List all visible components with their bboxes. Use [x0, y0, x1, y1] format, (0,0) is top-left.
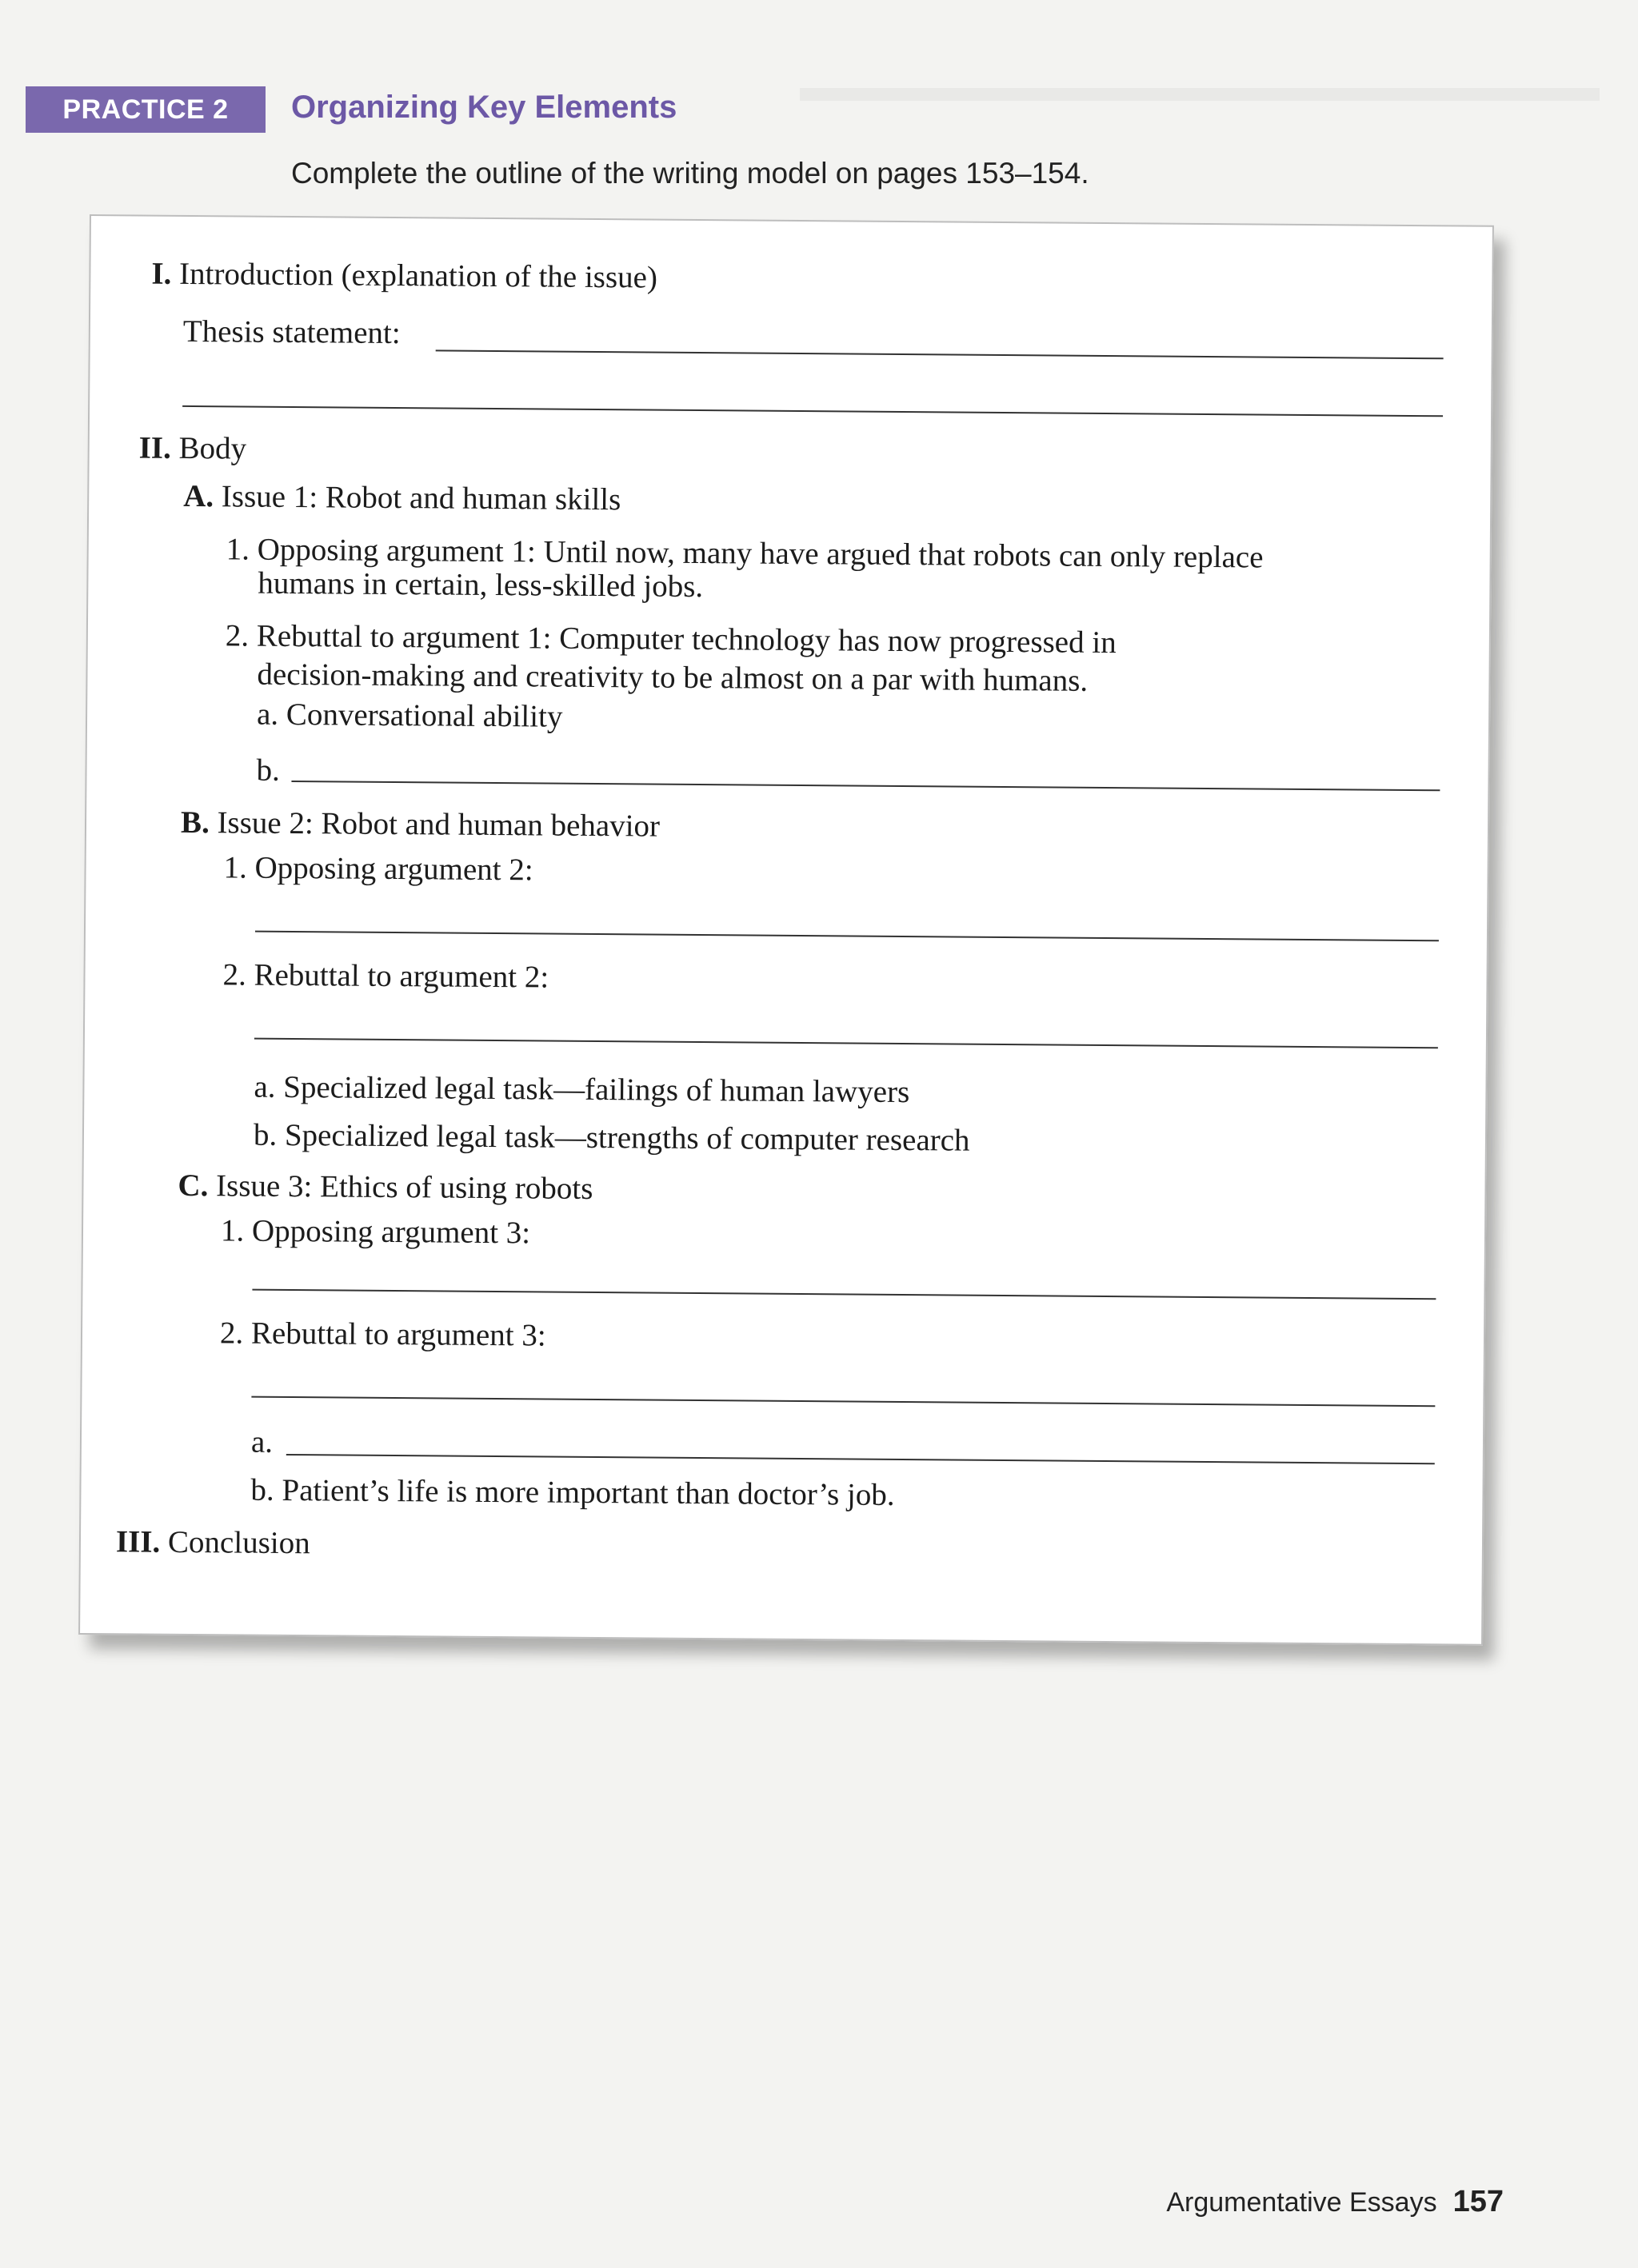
issue-c-sub-b: b. Patient’s life is more important than doctor’s job. — [250, 1472, 895, 1512]
issue-c-sub-a-blank[interactable] — [286, 1454, 1435, 1464]
footer-section: Argumentative Essays — [1166, 2187, 1437, 2218]
outline-num: A. — [183, 478, 214, 514]
issue-c-point-1: 1. Opposing argument 3: — [220, 1213, 531, 1251]
issue-b — [181, 805, 660, 845]
outline-num: I. — [151, 256, 172, 291]
practice-label: PRACTICE 2 — [26, 86, 266, 133]
thesis-blank-1[interactable] — [436, 349, 1444, 359]
issue-b-point-1: 1. Opposing argument 2: — [223, 850, 533, 888]
issue-b-point-2-blank[interactable] — [254, 1038, 1438, 1049]
thesis-label: Thesis statement: — [182, 313, 401, 351]
issue-a-point-1-line1: Opposing argument 1: Until now, many have argued that robots can only replace — [257, 532, 1264, 575]
issue-c-point-2: 2. Rebuttal to argument 3: — [219, 1316, 546, 1353]
issue-b-text: Issue 2: Robot and human behavior — [217, 805, 661, 844]
issue-a-sub-b-blank[interactable] — [291, 781, 1440, 791]
issue-a-text: Issue 1: Robot and human skills — [221, 479, 621, 517]
outline-conclusion — [116, 1524, 310, 1562]
outline-num: II. — [138, 430, 171, 465]
outline-conclusion-text: Conclusion — [167, 1524, 310, 1561]
issue-b-sub-b: b. Specialized legal task—strengths of computer research — [253, 1117, 970, 1158]
issue-a-point-2 — [226, 618, 1117, 661]
issue-c-point-1-blank[interactable] — [252, 1289, 1436, 1300]
issue-b-sub-a: a. Specialized legal task—failings of human lawyers — [254, 1069, 910, 1110]
thesis-blank-2[interactable] — [182, 405, 1443, 417]
page-number: 157 — [1452, 2185, 1504, 2218]
issue-a — [183, 479, 621, 518]
outline-num: B. — [180, 805, 210, 841]
outline-num: C. — [178, 1168, 209, 1204]
outline-box — [78, 214, 1494, 1646]
issue-c — [178, 1168, 593, 1208]
outline-intro — [151, 257, 657, 297]
issue-a-sub-a: a. Conversational ability — [256, 697, 563, 734]
outline-intro-text: Introduction (explanation of the issue) — [178, 256, 658, 295]
issue-a-point-2-line1: Rebuttal to argument 1: Computer technology has now progressed in — [256, 618, 1117, 661]
outline-body — [139, 430, 247, 467]
issue-a-point-1-line2: humans in certain, less-skilled jobs. — [258, 565, 704, 605]
bleed-through-decoration — [800, 88, 1600, 133]
issue-a-point-2-line2: decision-making and creativity to be almost on a par with humans. — [257, 657, 1089, 698]
outline-num: 2. — [225, 618, 250, 653]
practice-title: Organizing Key Elements — [291, 90, 677, 125]
issue-a-sub-b: b. — [256, 753, 280, 788]
page-footer — [1166, 2185, 1504, 2219]
issue-c-point-2-blank[interactable] — [251, 1396, 1435, 1408]
practice-instruction: Complete the outline of the writing model on pages 153–154. — [291, 157, 1089, 190]
issue-c-text: Issue 3: Ethics of using robots — [215, 1168, 593, 1206]
issue-c-sub-a: a. — [250, 1424, 274, 1459]
outline-num: 1. — [226, 532, 250, 567]
outline-body-text: Body — [178, 430, 247, 466]
outline-num: III. — [115, 1524, 161, 1559]
issue-b-point-2: 2. Rebuttal to argument 2: — [222, 957, 549, 995]
issue-b-point-1-blank[interactable] — [255, 931, 1439, 942]
